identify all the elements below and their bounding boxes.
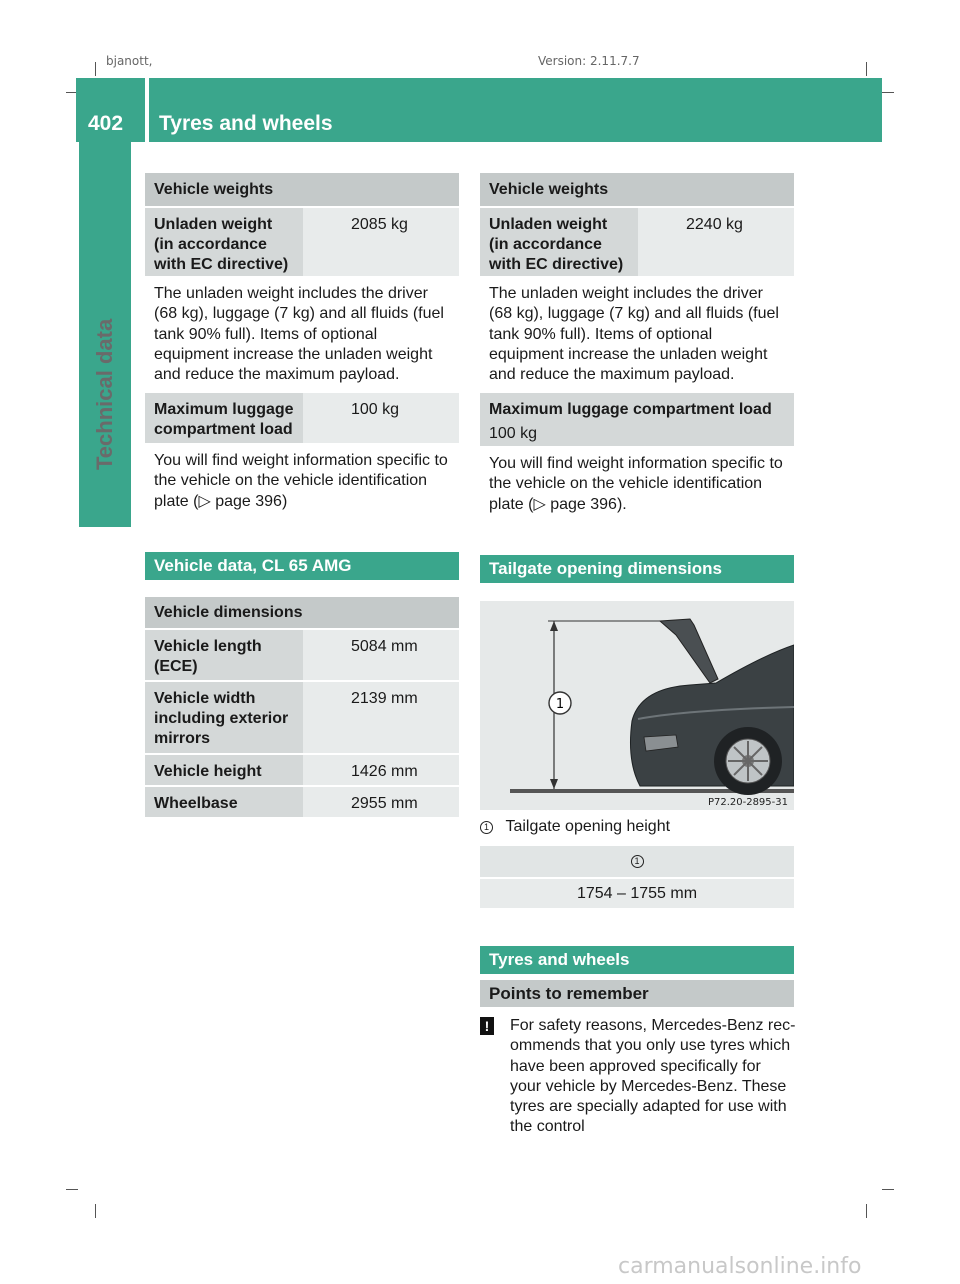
unladen-weight-label: Unladen weight (in accordance with EC directive) [145, 208, 303, 276]
warning-icon: ! [480, 1017, 494, 1035]
header-divider [145, 78, 149, 142]
luggage-value: 100 kg [351, 401, 400, 418]
luggage-block [480, 391, 794, 446]
dimension-label: Wheelbase [145, 787, 303, 817]
crop-mark [95, 62, 96, 76]
table-row [145, 628, 459, 680]
weights-note: The unladen weight includes the driver (68 kg), luggage (7 kg) and all fluids (fuel tank 90% full). Items of optional equipment increase the unladen weight and reduce the maximum payload. [154, 285, 444, 384]
tyres-section [480, 946, 794, 974]
crop-mark [882, 1189, 894, 1190]
right-section [480, 555, 794, 583]
dimension-label: Vehicle width including exterior mirrors [145, 682, 303, 753]
tailgate-dimension-table [480, 846, 794, 908]
table-row [145, 753, 459, 785]
luggage-row [145, 391, 459, 443]
right-column [480, 173, 794, 515]
callout-number-icon: 1 [480, 821, 493, 834]
print-meta-right: Version: 2.11.7.7 [538, 54, 640, 68]
weights-heading: Vehicle weights [480, 173, 794, 206]
weights-heading: Vehicle weights [145, 173, 459, 206]
warning-note [480, 1016, 796, 1138]
section-title-cl65: Vehicle data, CL 65 AMG [145, 552, 459, 580]
table-row [145, 785, 459, 817]
warning-text: For safety reasons, Mercedes-Benz rec-ommends that you only use tyres which have been approved specifically for your vehicle by Mercedes-Benz. These tyres are specially adapted for use with the control [510, 1017, 796, 1136]
callout-number-icon: 1 [631, 855, 644, 868]
table-row [145, 680, 459, 753]
page-number: 402 [88, 112, 124, 135]
luggage-label: Maximum luggage compartment load [145, 393, 303, 443]
weights-note: The unladen weight includes the driver (68 kg), luggage (7 kg) and all fluids (fuel tank 90% full). Items of optional equipment increase the unladen weight and reduce the maximum payload. [489, 285, 779, 384]
figure-code: P72.20-2895-31 [707, 797, 788, 808]
dimension-value-row: 1754 – 1755 mm [480, 877, 794, 908]
crop-mark [882, 92, 894, 93]
luggage-label: Maximum luggage compartment load [489, 401, 772, 418]
left-column [145, 173, 459, 512]
points-section [480, 980, 794, 1007]
watermark: carmanualsonline.info [618, 1254, 862, 1279]
luggage-value: 100 kg [489, 425, 538, 442]
side-tab-label: Technical data [92, 318, 117, 470]
crop-mark [866, 1204, 867, 1218]
unladen-weight-row [480, 206, 794, 276]
luggage-note: You will find weight information specific to the vehicle on the vehicle identification plate (▷ page 396). [489, 455, 783, 513]
section-title-tailgate: Tailgate opening dimensions [480, 555, 794, 583]
dimension-value: 2955 mm [351, 795, 418, 812]
dimension-value: 1426 mm [351, 763, 418, 780]
unladen-weight-value: 2085 kg [351, 216, 408, 233]
figure-caption [480, 818, 670, 836]
luggage-note: You will find weight information specific to the vehicle on the vehicle identification plate (▷ page 396) [154, 452, 448, 510]
dimension-label: Vehicle height [145, 755, 303, 785]
dimension-value: 2139 mm [351, 690, 418, 707]
left-section [145, 552, 459, 580]
car-illustration [480, 601, 794, 810]
section-title-tyres: Tyres and wheels [480, 946, 794, 974]
callout-number: 1 [555, 697, 565, 712]
dimension-header-row [480, 846, 794, 877]
dimensions-heading: Vehicle dimensions [145, 597, 459, 628]
crop-mark [66, 1189, 78, 1190]
print-meta-left: bjanott, [106, 54, 153, 68]
unladen-weight-row [145, 206, 459, 276]
crop-mark [95, 1204, 96, 1218]
dimension-label: Vehicle length (ECE) [145, 630, 303, 680]
dimension-value: 5084 mm [351, 638, 418, 655]
page-title: Tyres and wheels [159, 112, 333, 135]
caption-text: Tailgate opening height [505, 818, 671, 835]
dimensions-table [145, 597, 459, 817]
unladen-weight-value: 2240 kg [686, 216, 743, 233]
crop-mark [866, 62, 867, 76]
points-heading: Points to remember [480, 980, 794, 1007]
unladen-weight-label: Unladen weight (in accordance with EC directive) [480, 208, 638, 276]
tailgate-figure [480, 601, 794, 810]
